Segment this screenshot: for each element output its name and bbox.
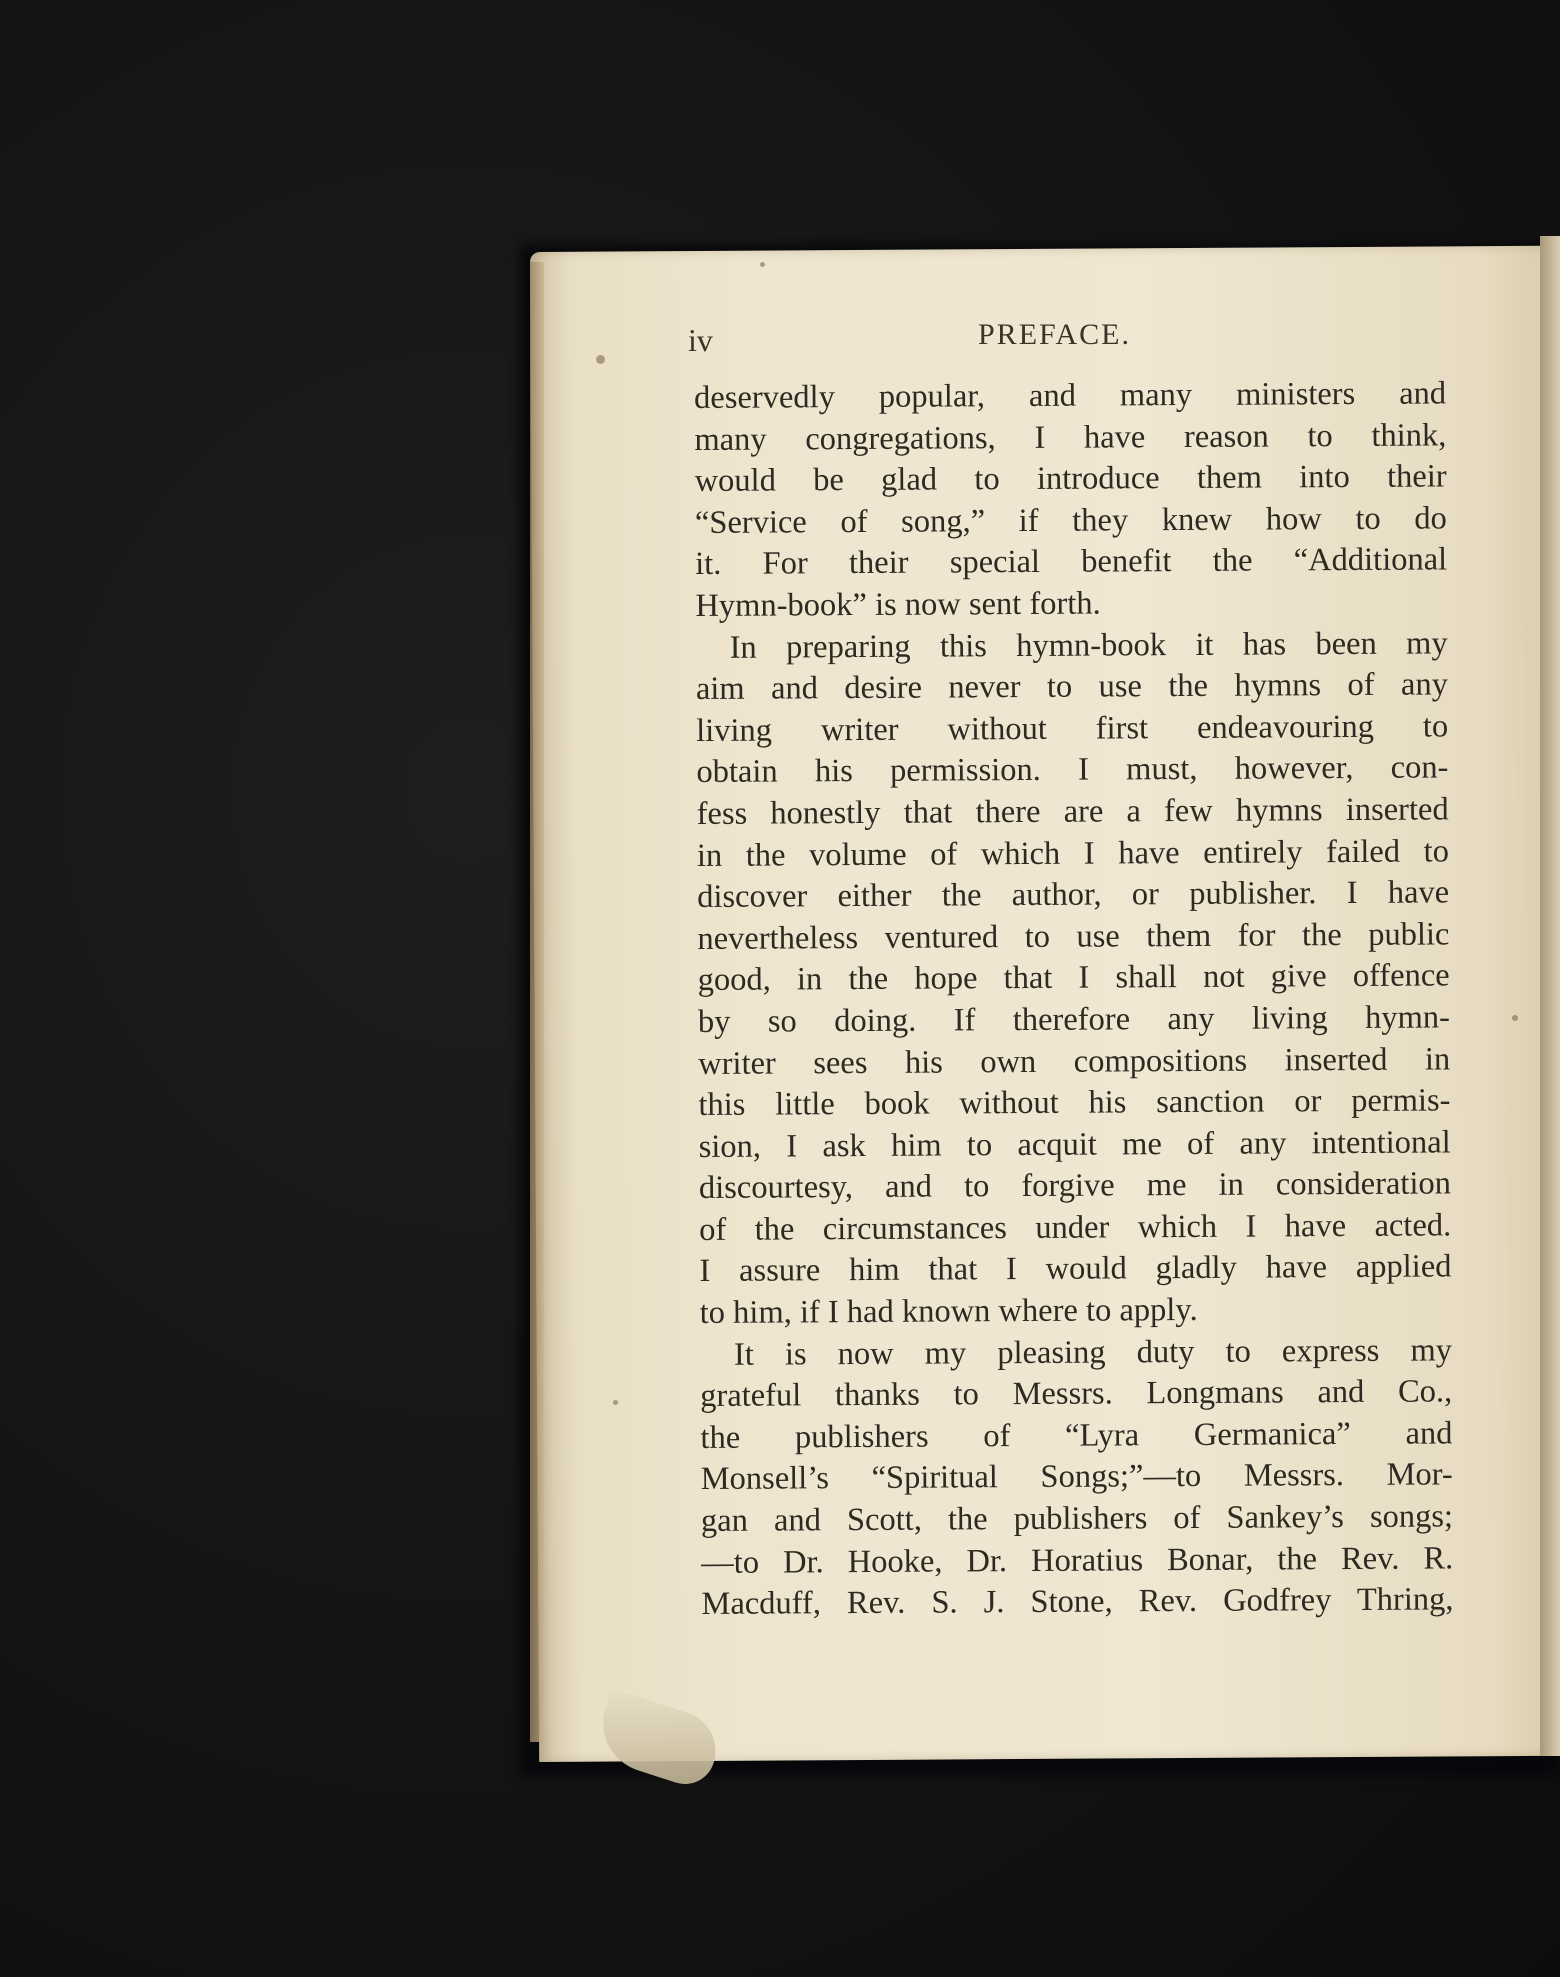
paper-speck <box>596 355 605 364</box>
text-line: sion, I ask him to acquit me of any intentional <box>698 1124 1451 1165</box>
text-line: of the circumstances under which I have acted. <box>699 1207 1452 1248</box>
text-line: Macduff, Rev. S. J. Stone, Rev. Godfrey Thring, <box>701 1581 1454 1623</box>
text-line: writer sees his own compositions inserted in <box>698 1040 1451 1082</box>
text-line: deservedly popular, and many ministers and <box>694 375 1447 416</box>
paper-speck <box>760 262 765 267</box>
text-line: obtain his permission. I must, however, con- <box>696 749 1449 791</box>
paper-speck <box>613 1400 618 1405</box>
text-line: by so doing. If therefore any living hymn- <box>697 999 1451 1040</box>
text-line: to him, if I had known where to apply. <box>699 1292 1198 1332</box>
paper-speck <box>1512 1015 1518 1021</box>
page-left-edge <box>530 262 544 1742</box>
facing-page-edge <box>1540 236 1560 1756</box>
text-line: would be glad to introduce them into their <box>694 458 1447 500</box>
text-line: living writer without first endeavouring to <box>696 708 1449 749</box>
text-line: aim and desire never to use the hymns of any <box>695 666 1448 708</box>
text-line: I assure him that I would gladly have applied <box>699 1248 1452 1290</box>
text-line: it. For their special benefit the “Additional <box>695 541 1448 583</box>
text-line: It is now my pleasing duty to express my <box>733 1332 1453 1373</box>
page-number: iv <box>688 322 713 358</box>
page-header <box>688 318 1448 362</box>
text-line: good, in the hope that I shall not give offence <box>697 957 1450 999</box>
text-line: fess honestly that there are a few hymns inserted <box>696 791 1449 832</box>
text-line: Hymn-book” is now sent forth. <box>695 585 1101 624</box>
text-line: “Service of song,” if they knew how to do <box>694 500 1447 541</box>
text-line: gan and Scott, the publishers of Sankey’s songs; <box>700 1498 1454 1540</box>
body-text <box>694 373 1454 1625</box>
text-line: —to Dr. Hooke, Dr. Horatius Bonar, the Rev. R. <box>701 1540 1454 1581</box>
text-line: this little book without his sanction or permis- <box>698 1082 1451 1124</box>
text-line: Monsell’s “Spiritual Songs;”—to Messrs. Mor- <box>700 1456 1453 1498</box>
text-line: grateful thanks to Messrs. Longmans and Co., <box>700 1373 1453 1415</box>
text-line: the publishers of “Lyra Germanica” and <box>700 1415 1453 1456</box>
text-line: discover either the author, or publisher. I have <box>697 874 1450 916</box>
text-line: many congregations, I have reason to think, <box>694 416 1447 458</box>
text-line: In preparing this hymn-book it has been my <box>729 624 1448 666</box>
text-line: nevertheless ventured to use them for the public <box>697 916 1450 957</box>
text-line: discourtesy, and to forgive me in consideration <box>698 1165 1452 1207</box>
text-line: in the volume of which I have entirely failed to <box>696 832 1450 874</box>
running-head: PREFACE. <box>978 318 1131 351</box>
